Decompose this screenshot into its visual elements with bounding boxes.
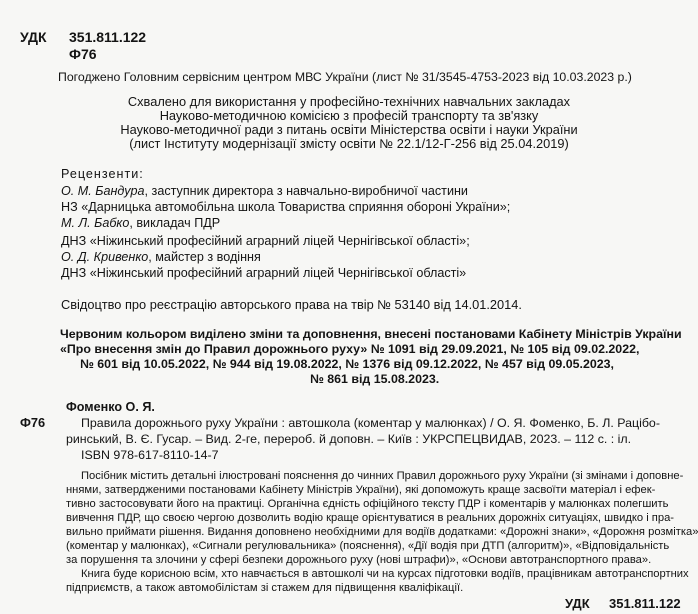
- reviewer-1-role: , заступник директора з навчально-виробничої частини: [144, 184, 468, 198]
- annotation-line-4: вивчення ПДР, що своєю чергою дозволить водію краще орієнтуватися в реальних дорожніх ситуаціях, швидко і пра-: [66, 512, 675, 524]
- changes-notice-line-4: № 861 від 15.08.2023.: [310, 372, 440, 386]
- reviewer-1-org: НЗ «Дарницька автомобільна школа Товариства сприяння обороні України»;: [61, 200, 511, 214]
- approval-line-3: Науково-методичної ради з питань освіти Міністерства освіти і науки України: [120, 122, 578, 137]
- reviewer-2-name: М. Л. Бабко: [61, 216, 130, 230]
- approval-line-4: (лист Інституту модернізації змісту освіти № 22.1/12-Г-256 від 25.04.2019): [129, 136, 569, 151]
- annotation-line-7: за порушення та злочини у сфері безпеки дорожнього руху (нові штрафи)», «Основи автотранспортного права».: [66, 554, 652, 566]
- mvs-approval: Погоджено Головним сервісним центром МВС України (лист № 31/3545-4753-2023 від 10.03.2023 р.): [58, 70, 632, 84]
- approval-line-1: Схвалено для використання у професійно-технічних навчальних закладах: [127, 94, 571, 109]
- catalog-line-1: Правила дорожнього руху України : автошкола (коментар у малюнках) / О. Я. Фоменко, Б. Л. Рацібо-: [81, 416, 660, 430]
- reviewer-3-role: , майстер з водіння: [148, 250, 261, 264]
- reviewer-2: [61, 216, 220, 230]
- catalog-code: Ф76: [20, 415, 46, 430]
- annotation-line-5: вильно приймати рішення. Видання доповнено необхідними для водіїв додатками: «Дорожні знаки», «Дорожня розмітка»: [66, 526, 698, 538]
- footer-udk-code: 351.811.122: [609, 596, 681, 611]
- changes-notice-line-1: Червоним кольором виділено зміни та доповнення, внесені постановами Кабінету Міністрів України: [60, 327, 682, 341]
- changes-notice-line-2: «Про внесення змін до Правил дорожнього руху» № 1091 від 29.09.2021, № 105 від 09.02.2022,: [60, 342, 640, 356]
- annotation-line-8: Книга буде корисною всім, хто навчається в автошколі чи на курсах підготовки водіїв, працівникам автотранспортних: [81, 568, 689, 580]
- reviewer-2-org: ДНЗ «Ніжинський професійний аграрний ліцей Чернігівської області»;: [61, 234, 470, 248]
- reviewer-3-name: О. Д. Кривенко: [61, 250, 149, 264]
- reviewer-2-role: , викладач ПДР: [129, 216, 221, 230]
- annotation-line-1: Посібник містить детальні ілюстровані пояснення до чинних Правил дорожнього руху України (зі змінами і доповне-: [81, 470, 684, 482]
- isbn: ISBN 978-617-8110-14-7: [81, 448, 219, 462]
- annotation-line-6: (коментар у малюнках), «Сигнали регулювальника» (пояснення), «Дії водія при ДТП (алгоритм)», «Відповідальність: [66, 540, 670, 552]
- annotation-line-9: підприємств, а також автомобілістам зі стажем для підвищення кваліфікації.: [66, 582, 464, 594]
- catalog-author: Фоменко О. Я.: [66, 400, 155, 414]
- catalog-line-2: ринський, В. Є. Гусар. – Вид. 2-ге, перероб. й доповн. – Київ : УКРСПЕЦВИДАВ, 2023. – 112 с. : іл.: [66, 432, 632, 446]
- annotation-line-3: тивно застосовувати його на практиці. Органічна єдність офіційного тексту ПДР і коментарів у малюнках полегшить: [66, 498, 669, 510]
- changes-notice-line-3: № 601 від 10.05.2022, № 944 від 19.08.2022, № 1376 від 09.12.2022, № 457 від 09.05.2023,: [80, 357, 614, 371]
- reviewer-3-org: ДНЗ «Ніжинський професійний аграрний ліцей Чернігівської області»: [61, 266, 467, 280]
- reviewer-1: [61, 184, 468, 198]
- reviewer-3: [61, 250, 261, 264]
- copyright-certificate: Свідоцтво про реєстрацію авторського права на твір № 53140 від 14.01.2014.: [61, 297, 522, 312]
- udk-label: УДК: [20, 29, 47, 45]
- approval-line-2: Науково-методичною комісією з професій транспорту та зв'язку: [159, 108, 539, 123]
- udk-code: 351.811.122: [69, 29, 147, 45]
- bbk-code: Ф76: [69, 46, 97, 62]
- annotation-line-2: ннями, затвердженими постановами Кабінету Міністрів України), які допоможуть краще засвоїти матеріал і ефек-: [66, 484, 656, 496]
- reviewers-heading: Рецензенти:: [61, 167, 144, 181]
- reviewer-1-name: О. М. Бандура: [61, 184, 145, 198]
- footer-udk-label: УДК: [565, 596, 590, 611]
